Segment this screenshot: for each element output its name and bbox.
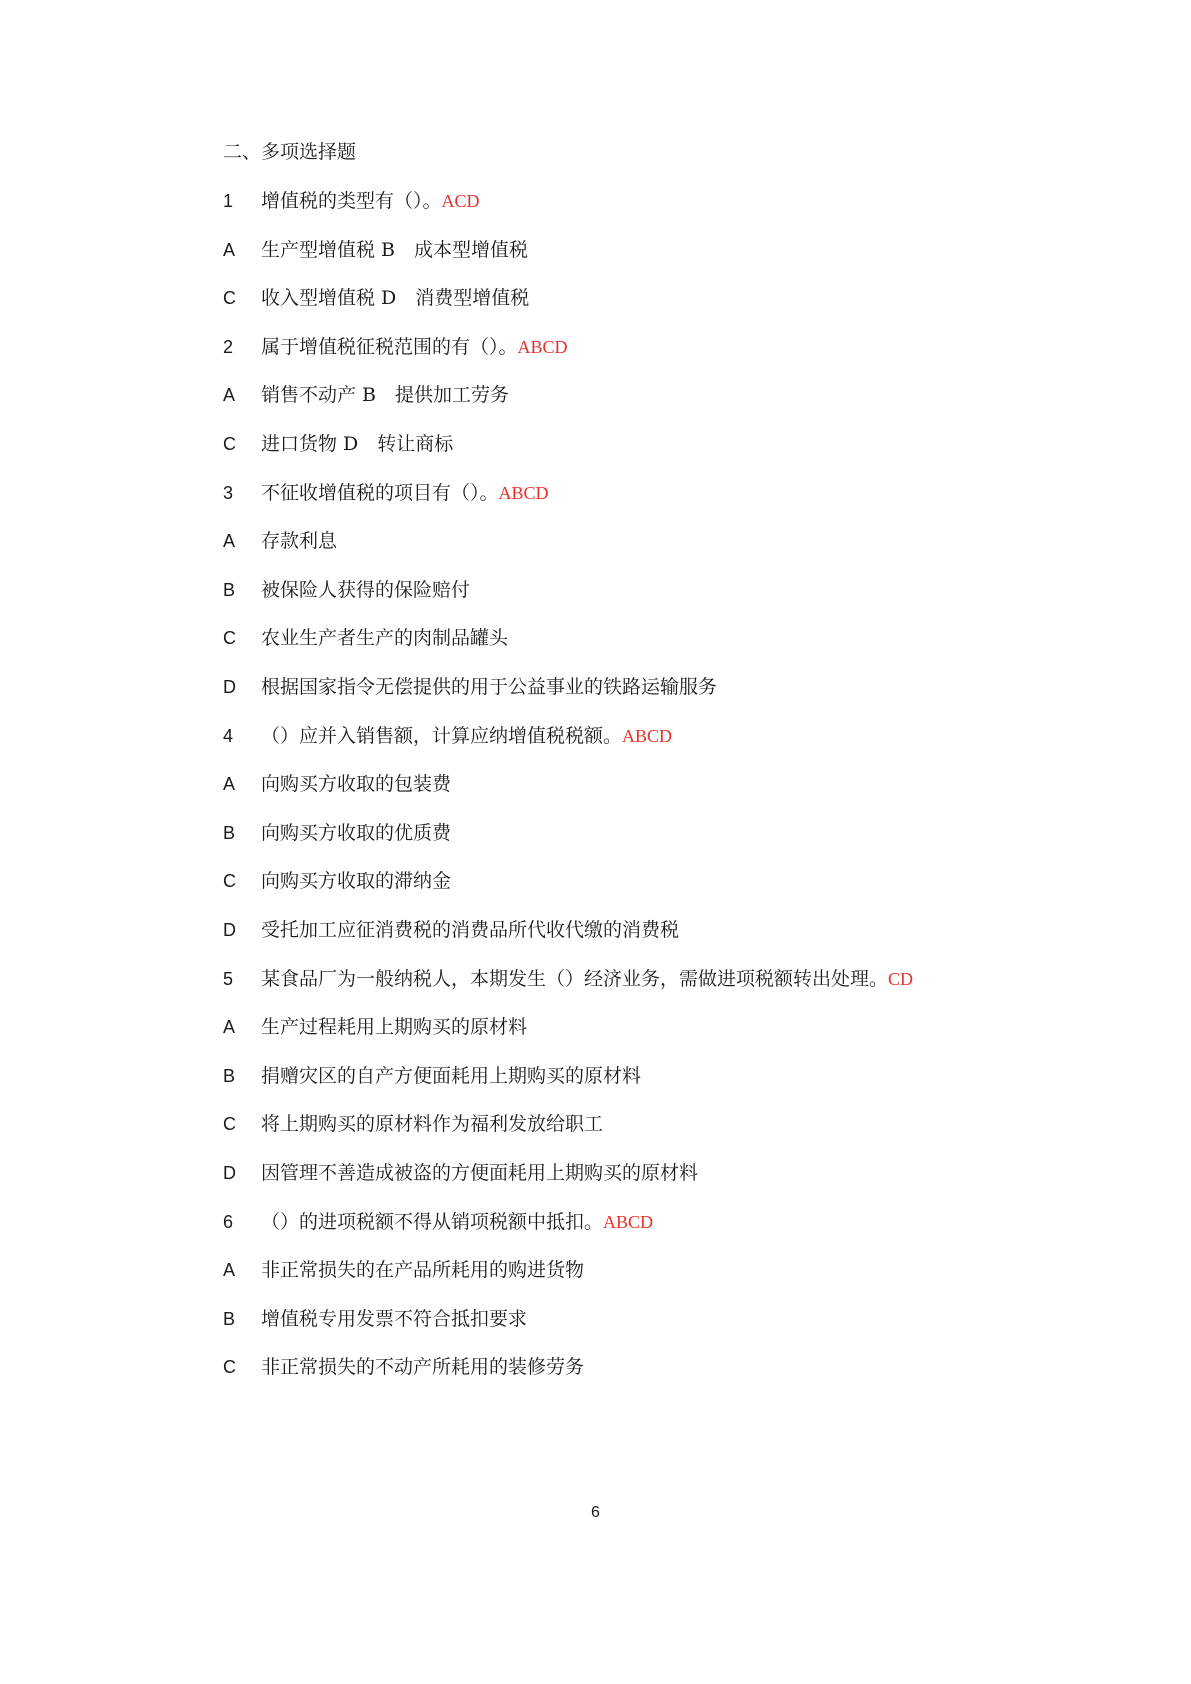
option-label: C	[223, 871, 236, 891]
option-line	[223, 1255, 584, 1285]
option-text: 将上期购买的原材料作为福利发放给职工	[261, 1113, 604, 1135]
option-label: D	[223, 1163, 236, 1183]
option-line	[223, 380, 509, 410]
option-label: C	[223, 1357, 236, 1377]
option-label: C	[223, 628, 236, 648]
question-number: 1	[223, 191, 234, 211]
option-text: 受托加工应征消费税的消费品所代收代缴的消费税	[261, 919, 680, 941]
option-label: D	[223, 677, 236, 697]
section-title: 二、多项选择题	[223, 141, 357, 163]
question-line	[223, 964, 913, 994]
option-text: 生产过程耗用上期购买的原材料	[261, 1016, 528, 1038]
option-text: 非正常损失的不动产所耗用的装修劳务	[261, 1356, 585, 1378]
option-text: 增值税专用发票不符合抵扣要求	[261, 1308, 528, 1330]
option-label: C	[223, 288, 236, 308]
option-label: B	[223, 580, 236, 600]
option-label: A	[223, 240, 236, 260]
option-line	[223, 1012, 527, 1042]
question-text: （）的进项税额不得从销项税额中抵扣。	[261, 1211, 604, 1233]
question-text: （）应并入销售额，计算应纳增值税税额。	[261, 725, 623, 747]
option-line	[223, 915, 679, 945]
answer-key: ABCD	[603, 1212, 654, 1232]
option-line	[223, 1158, 698, 1188]
option-text: 捐赠灾区的自产方便面耗用上期购买的原材料	[261, 1065, 642, 1087]
question-text: 增值税的类型有（）。	[261, 190, 442, 212]
page-number: 6	[591, 1504, 600, 1521]
option-text: 收入型增值税 D 消费型增值税	[261, 287, 530, 309]
option-text: 向购买方收取的包装费	[261, 773, 452, 795]
option-text: 生产型增值税 B 成本型增值税	[261, 239, 529, 261]
option-text: 存款利息	[261, 530, 338, 552]
question-number: 6	[223, 1212, 234, 1232]
question-text: 属于增值税征税范围的有（）。	[261, 336, 518, 358]
question-line	[223, 721, 672, 751]
answer-key: ACD	[441, 191, 480, 211]
option-text: 被保险人获得的保险赔付	[261, 579, 471, 601]
option-line	[223, 429, 453, 459]
option-label: B	[223, 1309, 236, 1329]
option-line	[223, 1304, 527, 1334]
question-line	[223, 1207, 653, 1237]
option-label: B	[223, 823, 236, 843]
option-line	[223, 575, 470, 605]
answer-key: ABCD	[498, 483, 549, 503]
option-text: 向购买方收取的优质费	[261, 822, 452, 844]
option-text: 因管理不善造成被盗的方便面耗用上期购买的原材料	[261, 1162, 699, 1184]
option-text: 销售不动产 B 提供加工劳务	[261, 384, 510, 406]
option-line	[223, 1109, 603, 1139]
question-text: 不征收增值税的项目有（）。	[261, 482, 499, 504]
answer-key: ABCD	[517, 337, 568, 357]
option-line	[223, 1352, 584, 1382]
option-label: C	[223, 434, 236, 454]
question-line	[223, 478, 549, 508]
question-line	[223, 332, 568, 362]
question-text: 某食品厂为一般纳税人，本期发生（）经济业务，需做进项税额转出处理。	[261, 968, 889, 990]
option-label: A	[223, 1017, 236, 1037]
option-text: 根据国家指令无偿提供的用于公益事业的铁路运输服务	[261, 676, 718, 698]
option-line	[223, 818, 451, 848]
option-line	[223, 283, 529, 313]
option-line	[223, 623, 508, 653]
question-number: 5	[223, 969, 234, 989]
answer-key: ABCD	[622, 726, 673, 746]
option-line	[223, 672, 717, 702]
option-label: A	[223, 774, 236, 794]
option-line	[223, 526, 337, 556]
option-line	[223, 235, 528, 265]
option-text: 向购买方收取的滞纳金	[261, 870, 452, 892]
question-number: 3	[223, 483, 234, 503]
question-number: 2	[223, 337, 234, 357]
option-label: B	[223, 1066, 236, 1086]
option-line	[223, 769, 451, 799]
option-label: A	[223, 1260, 236, 1280]
option-text: 非正常损失的在产品所耗用的购进货物	[261, 1259, 585, 1281]
question-number: 4	[223, 726, 234, 746]
option-label: A	[223, 531, 236, 551]
option-line	[223, 1061, 641, 1091]
option-label: A	[223, 385, 236, 405]
answer-key: CD	[888, 969, 914, 989]
question-line	[223, 186, 480, 216]
option-line	[223, 866, 451, 896]
option-text: 进口货物 D 转让商标	[261, 433, 454, 455]
option-label: C	[223, 1114, 236, 1134]
option-label: D	[223, 920, 236, 940]
option-text: 农业生产者生产的肉制品罐头	[261, 627, 509, 649]
